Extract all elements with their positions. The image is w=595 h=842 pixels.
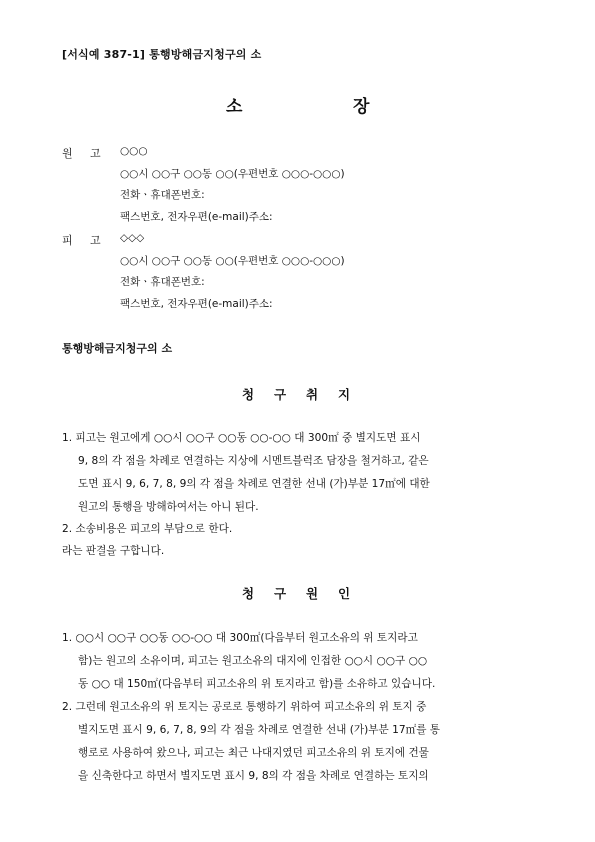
claim-cause-heading-char: 구 [274,586,287,601]
form-title: [서식예 387-1] 통행방해금지청구의 소 [62,48,262,61]
claim-purpose-line: 라는 판결을 구합니다. [62,545,165,557]
plaintiff-label-char-1: 원 [62,147,73,160]
claim-cause-heading-char: 원 [306,586,319,601]
claim-cause-line: 1. ○○시 ○○구 ○○동 ○○-○○ 대 300㎡(다음부터 원고소유의 위 토지라고 [62,632,418,644]
claim-cause-line: 동 ○○ 대 150㎡(다음부터 피고소유의 위 토지라고 함)를 소유하고 있습니다. [78,678,436,690]
defendant-fax-email: 팩스번호, 전자우편(e-mail)주소: [120,298,273,310]
plaintiff-name: ○○○ [120,145,148,157]
plaintiff-label [62,145,101,161]
case-name: 통행방해금지청구의 소 [62,342,173,355]
claim-cause-heading-char: 청 [242,586,255,601]
defendant-label-char-2: 고 [90,234,101,247]
claim-cause-line: 행로로 사용하여 왔으나, 피고는 최근 나대지였던 피고소유의 위 토지에 건물 [78,747,429,759]
plaintiff-address: ○○시 ○○구 ○○동 ○○(우편번호 ○○○-○○○) [120,168,345,180]
defendant-label [62,232,101,248]
claim-purpose-heading [0,385,595,405]
claim-purpose-heading-char: 청 [242,387,255,402]
claim-purpose-line: 9, 8의 각 점을 차례로 연결하는 지상에 시멘트블럭조 담장을 철거하고, 같은 [78,455,429,467]
defendant-phone: 전화ㆍ휴대폰번호: [120,276,205,288]
document-title [0,92,595,116]
defendant-address: ○○시 ○○구 ○○동 ○○(우편번호 ○○○-○○○) [120,255,345,267]
defendant-name: ◇◇◇ [120,232,145,244]
claim-cause-heading-char: 인 [338,586,351,601]
claim-cause-line: 별지도면 표시 9, 6, 7, 8, 9의 각 점을 차례로 연결한 선내 (가)부분 17㎡를 통 [78,724,441,736]
document-title-char-2: 장 [353,97,370,117]
claim-purpose-line: 1. 피고는 원고에게 ○○시 ○○구 ○○동 ○○-○○ 대 300㎡ 중 별지도면 표시 [62,432,421,444]
plaintiff-label-char-2: 고 [90,147,101,160]
claim-cause-heading [0,584,595,604]
plaintiff-fax-email: 팩스번호, 전자우편(e-mail)주소: [120,211,273,223]
claim-cause-line: 함)는 원고의 소유이며, 피고는 원고소유의 대지에 인접한 ○○시 ○○구 ○○ [78,655,428,667]
claim-cause-line: 2. 그런데 원고소유의 위 토지는 공로로 통행하기 위하여 피고소유의 위 토지 중 [62,701,427,713]
claim-cause-line: 을 신축한다고 하면서 별지도면 표시 9, 8의 각 점을 차례로 연결하는 토지의 [78,770,429,782]
document-title-char-1: 소 [226,97,243,117]
claim-purpose-line: 원고의 통행을 방해하여서는 아니 된다. [78,501,259,513]
claim-purpose-heading-char: 지 [338,387,351,402]
claim-purpose-heading-char: 취 [306,387,319,402]
claim-purpose-line: 2. 소송비용은 피고의 부담으로 한다. [62,523,233,535]
plaintiff-phone: 전화ㆍ휴대폰번호: [120,189,205,201]
claim-purpose-line: 도면 표시 9, 6, 7, 8, 9의 각 점을 차례로 연결한 선내 (가)부분 17㎡에 대한 [78,478,430,490]
claim-purpose-heading-char: 구 [274,387,287,402]
defendant-label-char-1: 피 [62,234,73,247]
